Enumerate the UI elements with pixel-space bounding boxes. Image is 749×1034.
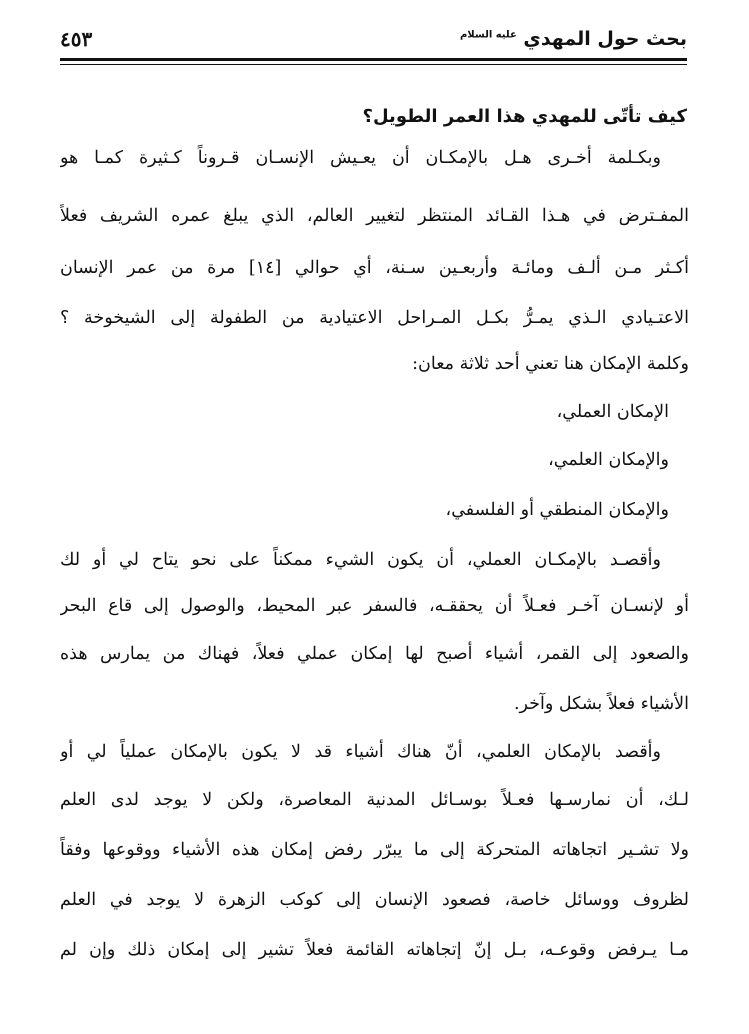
text-line: لـك، أن نمارسـها فعـلاً بوسـائل المدنية المعاصرة، ولكن لا يوجد لدى العلم (60, 790, 689, 810)
text-line: الاعتـيادي الـذي يمـرُّ بكـل المـراحل الاعتيادية من الطفولة إلى الشيخوخة ؟ (60, 308, 689, 328)
text-line: ولا تشـير اتجاهاته المتحركة إلى ما يبرّر رفض إمكان هذه الأشياء ووقوعها وفقاً (60, 840, 689, 860)
text-line: المفـترض في هـذا القـائد المنتظر لتغيير العالم، الذي يبلغ عمره الشريف فعلاً (60, 206, 689, 226)
text-line: وأقصـد بالإمكـان العملي، أن يكون الشيء ممكناً على نحو يتاح لي أو لك (60, 550, 661, 570)
text-line: لظروف ووسائل خاصة، فصعود الإنسان إلى كوكب الزهرة لا يوجد في العلم (60, 890, 689, 910)
page-header (60, 24, 687, 54)
running-title (460, 28, 687, 50)
list-item: والإمكان المنطقي أو الفلسفي، (445, 500, 669, 520)
header-rule-thin (60, 64, 687, 65)
text-line: أو لإنسـان آخـر فعـلاً أن يحققـه، فالسفر عبر المحيط، والوصول إلى قاع البحر (60, 596, 689, 616)
text-line: وكلمة الإمكان هنا تعني أحد ثلاثة معان: (412, 354, 689, 374)
text-line: وأقصد بالإمكان العلمي، أنّ هناك أشياء قد لا يكون بالإمكان عملياً لي أو (60, 742, 661, 762)
section-heading: كيف تأتّى للمهدي هذا العمر الطويل؟ (362, 106, 687, 127)
text-line: والصعود إلى القمر، أشياء أصبح لها إمكان عملي فعلاً، فهناك من يمارس هذه (60, 644, 689, 664)
text-line: مـا يـرفض وقوعـه، بـل إنّ إتجاهاته القائمة فعلاً تشير إلى إمكان ذلك وإن لم (60, 940, 689, 960)
list-item: الإمكان العملي، (556, 402, 669, 422)
text-line: وبكـلمة أخـرى هـل بالإمكـان أن يعـيش الإنسـان قـروناً كـثيرة كمـا هو (60, 148, 661, 168)
text-line: الأشياء فعلاً بشكل وآخر. (513, 694, 689, 714)
page-number: ٤٥٣ (60, 27, 93, 51)
text-line: أكـثر مـن ألـف ومائـة وأربعـين سـنة، أي حوالي [١٤] مرة من عمر الإنسان (60, 258, 689, 278)
list-item: والإمكان العلمي، (548, 450, 669, 470)
honorific-ligature: عليه السلام (459, 29, 517, 41)
header-rule-thick (60, 58, 687, 61)
running-title-text: بحث حول المهدي (523, 28, 687, 50)
